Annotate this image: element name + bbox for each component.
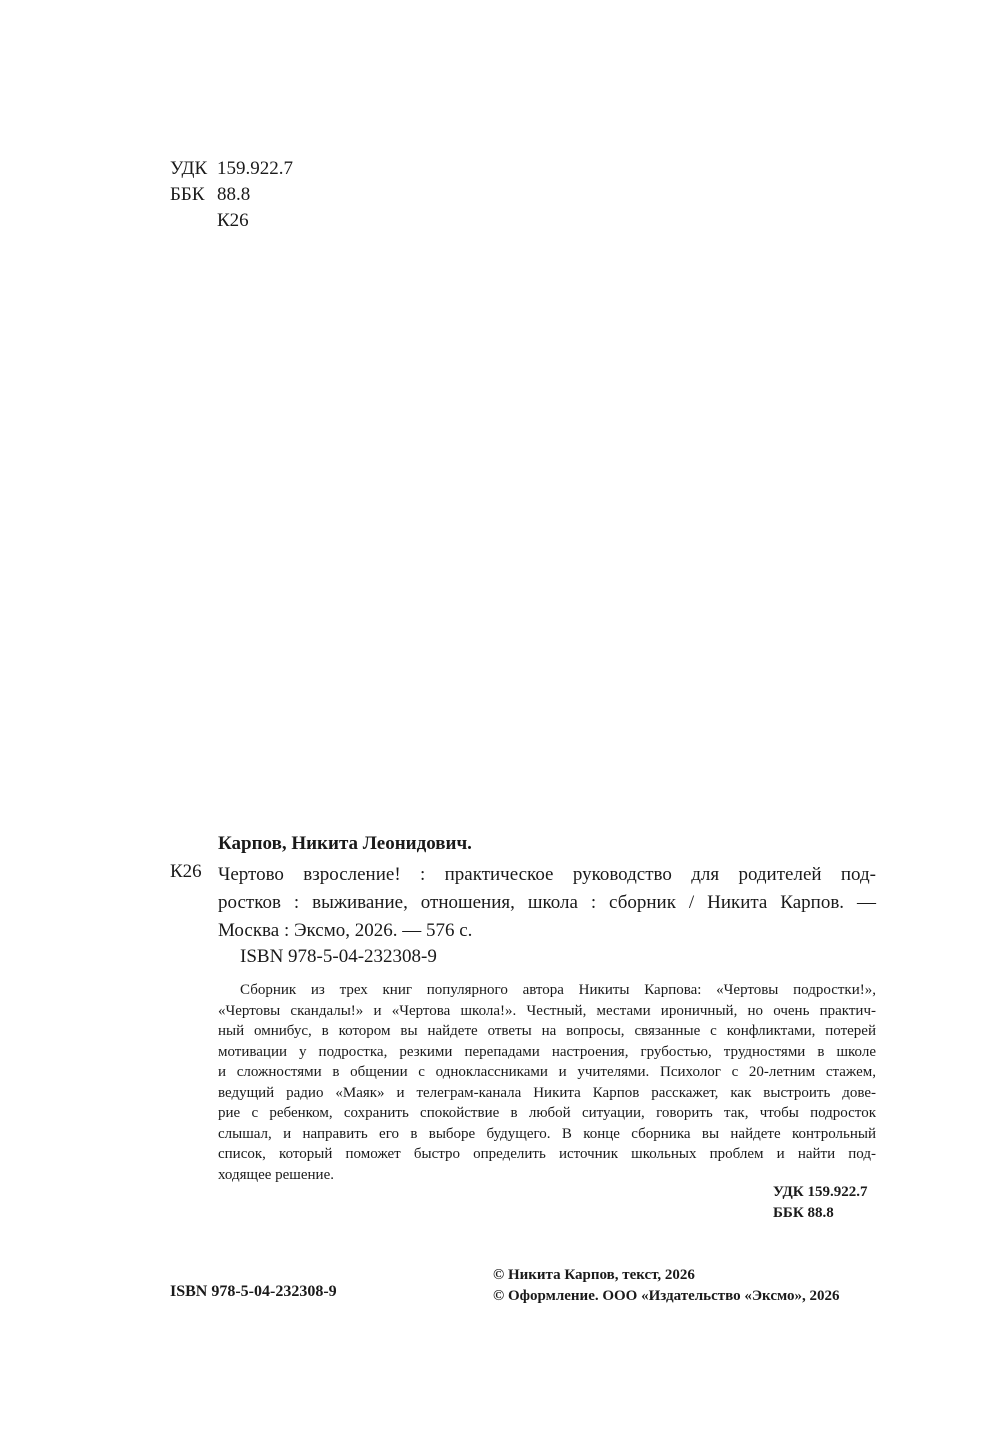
classification-codes-right bbox=[773, 1182, 867, 1224]
annotation-line: Сборник из трех книг популярного автора Никиты Карпова: «Чертовы подростки!», bbox=[240, 982, 876, 998]
udk-value: 159.922.7 bbox=[217, 158, 293, 179]
annotation-line: ведущий радио «Маяк» и телеграм-канала Никита Карпов расскажет, как выстроить дове- bbox=[218, 1084, 876, 1101]
author-sign-record: К26 bbox=[170, 861, 202, 882]
annotation-line: «Чертовы скандалы!» и «Чертова школа!». Честный, местами ироничный, но очень практич- bbox=[218, 1002, 876, 1019]
bbk-label: ББК bbox=[170, 184, 205, 205]
bibliographic-description bbox=[218, 861, 876, 945]
copyright-text: © Никита Карпов, текст, 2026 bbox=[493, 1267, 695, 1283]
annotation bbox=[218, 980, 876, 1185]
annotation-line: ный омнибус, в котором вы найдете ответы на вопросы, связанные с конфликтами, потерей bbox=[218, 1023, 876, 1039]
copyright-block bbox=[493, 1265, 840, 1307]
isbn-record: ISBN 978-5-04-232308-9 bbox=[240, 946, 437, 967]
bbk-right: ББК 88.8 bbox=[773, 1205, 834, 1221]
author-heading: Карпов, Никита Леонидович. bbox=[218, 833, 472, 854]
udk-row bbox=[170, 156, 293, 182]
annotation-line: и сложностями в общении с одноклассниками и учителями. Психолог с 20-летним стажем, bbox=[218, 1064, 876, 1080]
annotation-line: слышал, и направить его в выборе будущего. В конце сборника вы найдете контрольный bbox=[218, 1125, 876, 1142]
annotation-line: мотивации у подростка, резкими перепадами настроения, грубостью, трудностями в школе bbox=[218, 1043, 876, 1060]
bib-line: Москва : Эксмо, 2026. — 576 с. bbox=[218, 920, 473, 941]
annotation-line: список, который поможет быстро определить источник школьных проблем и найти под- bbox=[218, 1146, 876, 1162]
bib-line: Чертово взросление! : практическое руководство для родителей под- bbox=[218, 864, 876, 885]
annotation-line: рие с ребенком, сохранить спокойствие в любой ситуации, говорить так, чтобы подросток bbox=[218, 1105, 876, 1121]
copyright-design: © Оформление. ООО «Издательство «Эксмо», 2026 bbox=[493, 1288, 840, 1304]
bbk-row bbox=[170, 182, 293, 208]
author-sign-row bbox=[170, 208, 293, 234]
udk-label: УДК bbox=[170, 158, 208, 179]
author-sign-top: К26 bbox=[217, 210, 249, 231]
isbn-footer: ISBN 978-5-04-232308-9 bbox=[170, 1283, 337, 1300]
bbk-value: 88.8 bbox=[217, 184, 251, 205]
udk-right: УДК 159.922.7 bbox=[773, 1184, 868, 1200]
classification-codes-top bbox=[170, 156, 293, 234]
bib-line: ростков : выживание, отношения, школа : сборник / Никита Карпов. — bbox=[218, 892, 876, 913]
annotation-line: ходящее решение. bbox=[218, 1166, 334, 1183]
